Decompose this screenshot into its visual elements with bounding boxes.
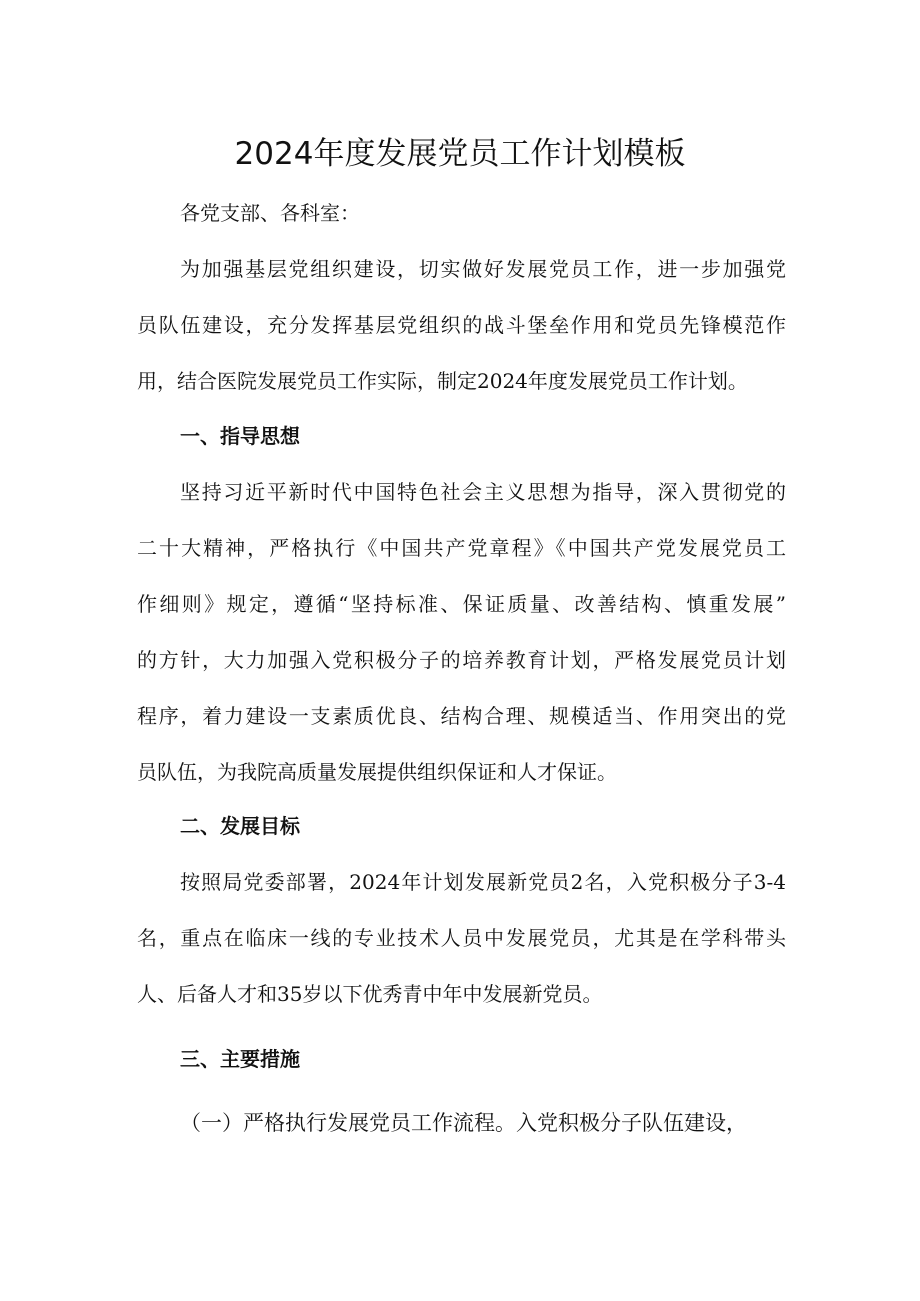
intro-line-2: 员队伍建设，充分发挥基层党组织的战斗堡垒作用和党员先锋模范作 (137, 313, 786, 337)
section1-line-2: 二十大精神，严格执行《中国共产党章程》《中国共产党发展党员工 (137, 536, 786, 560)
intro-line-1: 为加强基层党组织建设，切实做好发展党员工作，进一步加强党 (180, 257, 786, 281)
section1-line-4: 的方针，大力加强入党积极分子的培养教育计划，严格发展党员计划 (137, 648, 786, 672)
section1-line-6: 员队伍，为我院高质量发展提供组织保证和人才保证。 (137, 760, 617, 784)
section2-line-1: 按照局党委部署，2024年计划发展新党员2名，入党积极分子3-4 (180, 870, 786, 894)
section2-line-3: 人、后备人才和35岁以下优秀青中年中发展新党员。 (137, 982, 603, 1006)
section1-line-3: 作细则》规定，遵循“坚持标准、保证质量、改善结构、慎重发展” (137, 592, 786, 616)
section-heading-development-goals: 二、发展目标 (180, 814, 300, 838)
section1-line-5: 程序，着力建设一支素质优良、结构合理、规模适当、作用突出的党 (137, 704, 786, 728)
salutation: 各党支部、各科室： (180, 201, 360, 225)
document-title: 2024年度发展党员工作计划模板 (234, 136, 686, 172)
section-heading-guiding-ideology: 一、指导思想 (180, 424, 300, 448)
section-heading-main-measures: 三、主要措施 (180, 1047, 300, 1071)
section3-line-1: （一）严格执行发展党员工作流程。入党积极分子队伍建设， (180, 1111, 747, 1135)
intro-line-3: 用，结合医院发展党员工作实际，制定2024年度发展党员工作计划。 (137, 369, 748, 393)
section1-line-1: 坚持习近平新时代中国特色社会主义思想为指导，深入贯彻党的 (180, 480, 786, 504)
section2-line-2: 名，重点在临床一线的专业技术人员中发展党员，尤其是在学科带头 (137, 926, 786, 950)
